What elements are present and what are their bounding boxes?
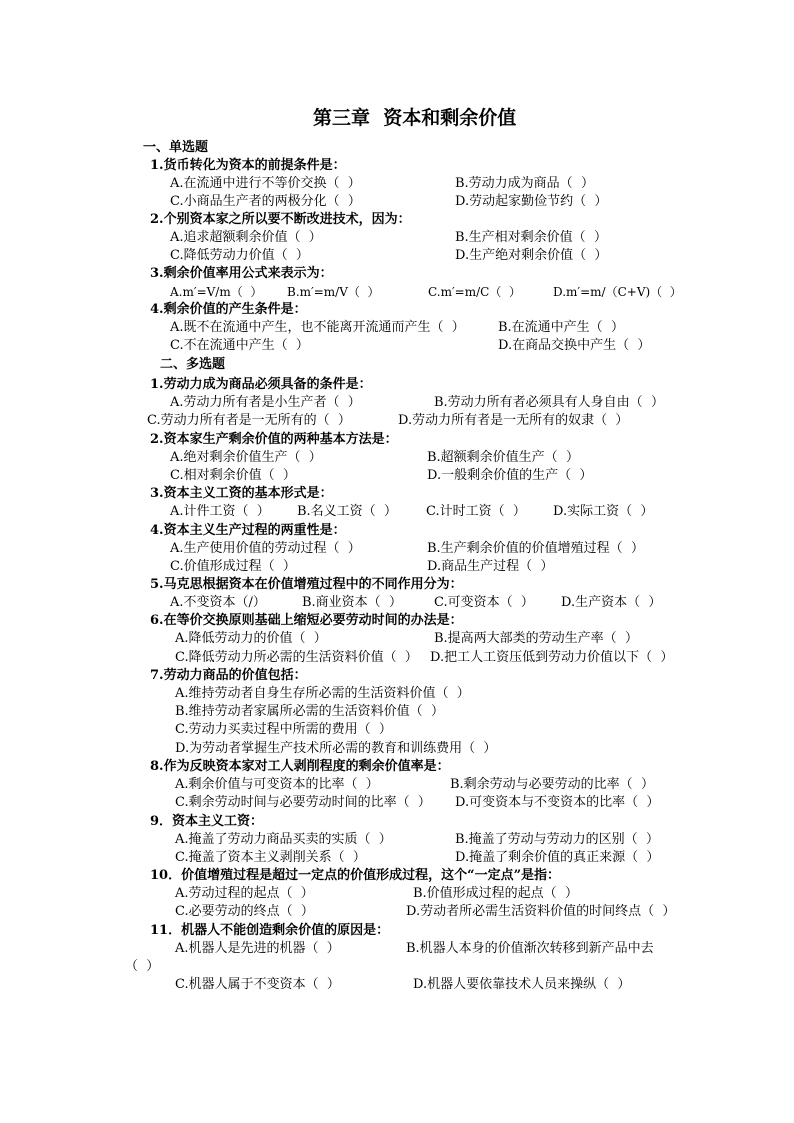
question-stem: 6.在等价交换原则基础上缩短必要劳动时间的办法是： xyxy=(150,613,463,628)
section-single-choice: 一、单选题 xyxy=(143,140,209,155)
option-c: C.m′=m/C（ ） xyxy=(428,285,521,299)
option-b: B.在流通中产生（ ） xyxy=(498,320,624,335)
option-a: A.降低劳动力的价值（ ） xyxy=(175,631,327,646)
option-a: A.计件工资（ ） xyxy=(170,504,270,519)
option-b: B.名义工资（ ） xyxy=(297,504,397,519)
option-a: A.追求超额剩余价值（ ） xyxy=(170,230,322,245)
option-c: C.必要劳动的终点（ ） xyxy=(175,904,314,919)
option-d: D.机器人要依靠技术人员来操纵（ ） xyxy=(413,977,631,992)
option-c: C.掩盖了资本主义剥削关系（ ） xyxy=(175,850,366,865)
question-stem: 3.剩余价值率用公式来表示为： xyxy=(150,266,333,281)
question-stem: 5.马克思根据资本在价值增殖过程中的不同作用分为： xyxy=(150,577,463,592)
question-stem: 8.作为反映资本家对工人剥削程度的剩余价值率是： xyxy=(150,759,450,774)
option-d: D.商品生产过程（ ） xyxy=(427,559,554,574)
section-multiple-choice: 二、多选题 xyxy=(160,357,226,372)
question-stem: 9．资本主义工资： xyxy=(150,814,264,829)
option-d: D.实际工资（ ） xyxy=(553,504,654,519)
question-stem: 4.资本主义生产过程的两重性是： xyxy=(150,523,346,538)
option-d: D.可变资本与不变资本的比率（ ） xyxy=(455,795,660,810)
option-c: C.可变资本（ ） xyxy=(434,595,534,610)
option-b: B.劳动力所有者必须具有人身自由（ ） xyxy=(434,395,664,410)
option-d: D.m′=m/（C+V)（ ） xyxy=(553,285,682,299)
question-stem: 11．机器人不能创造剩余价值的原因是： xyxy=(150,923,390,938)
option-c: C.降低劳动力价值（ ） xyxy=(170,248,309,263)
question-stem: 10．价值增殖过程是超过一定点的价值形成过程，这个“一定点”是指： xyxy=(150,868,561,883)
option-a: A.生产使用价值的劳动过程（ ） xyxy=(170,541,361,556)
option-d: D.把工人工资压低到劳动力价值以下（ ） xyxy=(430,650,674,665)
option-d: D.在商品交换中产生（ ） xyxy=(498,338,651,353)
option-d: D.劳动者所必需生活资料价值的时间终点（ ） xyxy=(406,904,676,919)
option-c: C.计时工资（ ） xyxy=(426,504,526,519)
option-b: B.维持劳动者家属所必需的生活资料价值（ ） xyxy=(175,704,444,719)
option-a: A.绝对剩余价值生产（ ） xyxy=(170,450,322,465)
question-stem: 1.货币转化为资本的前提条件是： xyxy=(150,158,346,173)
option-c: C.剩余劳动时间与必要劳动时间的比率（ ） xyxy=(175,795,431,810)
option-c: C.小商品生产者的两极分化（ ） xyxy=(170,194,361,209)
option-a: A.掩盖了劳动力商品买卖的实质（ ） xyxy=(175,832,392,847)
option-c: C.降低劳动力所必需的生活资料价值（ ） xyxy=(175,650,418,665)
question-stem: 3.资本主义工资的基本形式是： xyxy=(150,486,333,501)
option-d: D.劳动起家勤俭节约（ ） xyxy=(455,194,608,209)
option-a: A.劳动过程的起点（ ） xyxy=(175,886,314,901)
option-a: A.既不在流通中产生，也不能离开流通而产生（ ） xyxy=(170,320,465,335)
question-stem: 1.劳动力成为商品必须具备的条件是： xyxy=(150,377,372,392)
option-b: B.商业资本（ ） xyxy=(302,595,402,610)
question-stem: 7.劳动力商品的价值包括： xyxy=(150,668,307,683)
option-b-continuation: （ ） xyxy=(125,959,160,974)
option-d: D.生产绝对剩余价值（ ） xyxy=(455,248,608,263)
page-title: 第三章 资本和剩余价值 xyxy=(313,107,517,129)
option-a: A.不变资本（/） xyxy=(170,595,266,610)
option-d: D.为劳动者掌握生产技术所必需的教育和训练费用（ ） xyxy=(175,741,497,756)
question-stem: 2.资本家生产剩余价值的两种基本方法是： xyxy=(150,432,398,447)
option-a: A.维持劳动者自身生存所必需的生活资料价值（ ） xyxy=(175,686,470,701)
option-b: B.超额剩余价值生产（ ） xyxy=(427,450,579,465)
option-b: B.剩余劳动与必要劳动的比率（ ） xyxy=(450,777,654,792)
option-b: B.生产相对剩余价值（ ） xyxy=(455,230,607,245)
option-b: B.提高两大部类的劳动生产率（ ） xyxy=(434,631,638,646)
option-c: C.机器人属于不变资本（ ） xyxy=(175,977,340,992)
option-d: D.生产资本（ ） xyxy=(561,595,662,610)
option-b: B.m′=m/V（ ） xyxy=(287,285,380,299)
option-c: C.价值形成过程（ ） xyxy=(170,559,296,574)
question-stem: 4.剩余价值的产生条件是： xyxy=(150,302,307,317)
option-b: B.机器人本身的价值渐次转移到新产品中去 xyxy=(406,941,654,956)
option-a: A.剩余价值与可变资本的比率（ ） xyxy=(175,777,379,792)
option-a: A.机器人是先进的机器（ ） xyxy=(175,941,340,956)
option-a: A.在流通中进行不等价交换（ ） xyxy=(170,176,361,191)
option-c: C.相对剩余价值（ ） xyxy=(170,468,296,483)
option-c: C.劳动力买卖过程中所需的费用（ ） xyxy=(175,722,392,737)
option-d: D.劳动力所有者是一无所有的奴隶（ ） xyxy=(398,413,629,428)
option-b: B.价值形成过程的起点（ ） xyxy=(413,886,578,901)
option-c: C.劳动力所有者是一无所有的（ ） xyxy=(147,413,351,428)
option-a: A.m′=V/m（ ） xyxy=(170,285,263,299)
option-a: A.劳动力所有者是小生产者（ ） xyxy=(170,395,361,410)
option-b: B.掩盖了劳动与劳动力的区别（ ） xyxy=(455,832,659,847)
option-b: B.生产剩余价值的价值增殖过程（ ） xyxy=(427,541,644,556)
option-c: C.不在流通中产生（ ） xyxy=(170,338,309,353)
option-b: B.劳动力成为商品（ ） xyxy=(455,176,594,191)
option-d: D.一般剩余价值的生产（ ） xyxy=(427,468,593,483)
question-stem: 2.个别资本家之所以要不断改进技术，因为： xyxy=(150,212,411,227)
option-d: D.掩盖了剩余价值的真正来源（ ） xyxy=(455,850,660,865)
